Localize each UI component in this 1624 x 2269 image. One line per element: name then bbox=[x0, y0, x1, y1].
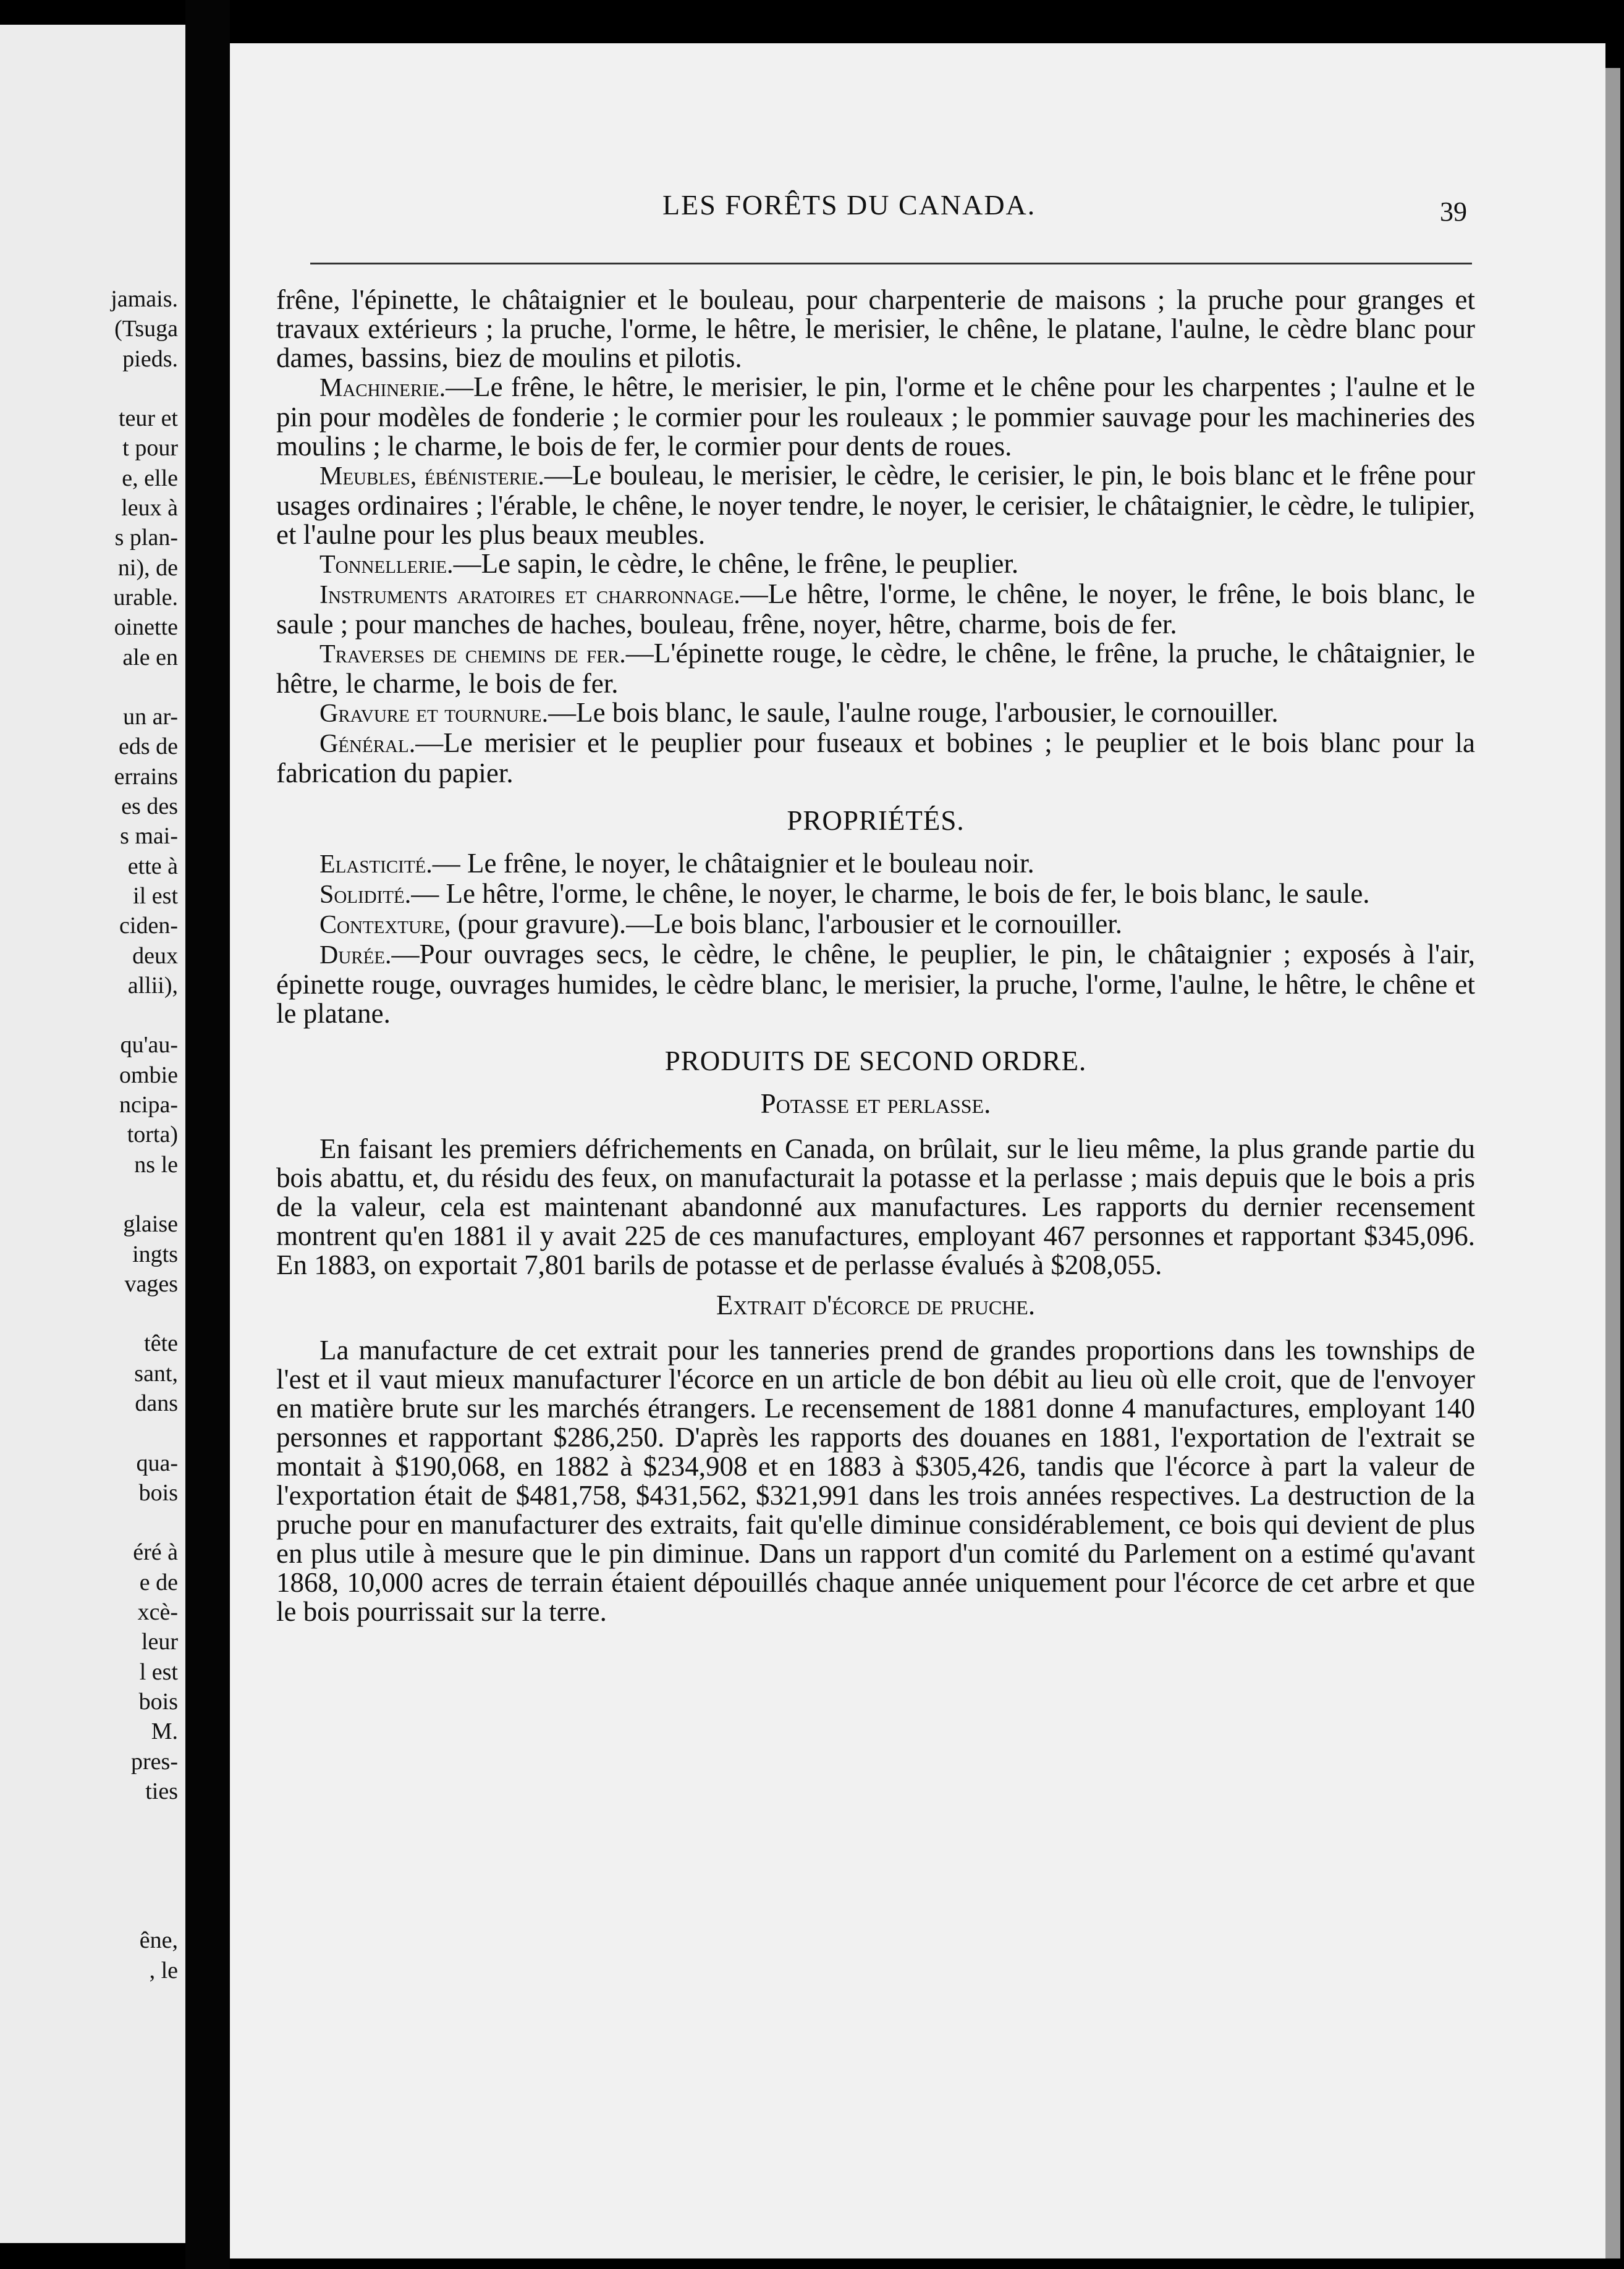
left-fragment-line bbox=[0, 1866, 178, 1896]
entry-gravure bbox=[276, 698, 1475, 729]
entry-contexture bbox=[276, 910, 1475, 940]
left-fragment-line: pieds. bbox=[122, 345, 178, 372]
left-facing-page bbox=[0, 25, 185, 2243]
left-fragment-line: un ar- bbox=[123, 704, 178, 730]
left-fragment-line: s plan- bbox=[114, 525, 178, 551]
left-fragment-line: torta) bbox=[127, 1122, 178, 1148]
entry-text: —Le frêne, le hêtre, le merisier, le pin, l'orme et le chêne pour les charpentes ; l'aulne et le pin pour modèles de fonderie ; le cormier pour les rouleaux ; le pommier sauvage pour les machineries des moulins ; le charme, le bois de fer, le cormier pour dents de roues. bbox=[276, 371, 1475, 462]
entry-text: —Pour ouvrages secs, le cèdre, le chêne, le peuplier, le pin, le châtaignier ; exposés à l'air, épinette rouge, ouvrages humides, le cèdre blanc, le merisier, la pruche, l'orme, l'aulne, le hêtre, le chêne et le platane. bbox=[276, 939, 1475, 1029]
entry-label: Machinerie. bbox=[319, 374, 446, 402]
left-fragment-line bbox=[0, 1418, 178, 1448]
left-fragment-line bbox=[0, 1836, 178, 1865]
left-fragment-line bbox=[0, 1180, 178, 1209]
running-title: LES FORÊTS DU CANADA. bbox=[662, 189, 1036, 221]
entry-label: Gravure et tournure. bbox=[319, 699, 549, 728]
entry-text: — Le frêne, le noyer, le châtaignier et le bouleau noir. bbox=[432, 848, 1034, 879]
left-fragment-line: leur bbox=[141, 1629, 178, 1655]
header-rule bbox=[310, 263, 1472, 264]
continuation-paragraph: frêne, l'épinette, le châtaignier et le bouleau, pour charpenterie de maisons ; la pruche pour granges et travaux extérieurs ; la pruche, l'orme, le hêtre, le merisier, le chêne, le platane, l'aulne, le cèdre blanc pour dames, bassins, biez de moulins et pilotis. bbox=[276, 284, 1475, 373]
left-fragment-line: errains bbox=[114, 763, 178, 790]
entry-instruments bbox=[276, 580, 1475, 639]
left-fragment-line: (Tsuga bbox=[114, 316, 178, 342]
left-fragment-line: éré à bbox=[133, 1539, 178, 1566]
entry-general bbox=[276, 729, 1475, 788]
page-number: 39 bbox=[1440, 196, 1467, 227]
entry-solidite bbox=[276, 879, 1475, 910]
left-fragment-line: ette à bbox=[127, 853, 178, 879]
entry-text: —Le hêtre, l'orme, le chêne, le noyer, le frêne, le bois blanc, le saule ; pour manches de haches, bouleau, frêne, noyer, hêtre, charme, bois de fer. bbox=[276, 578, 1475, 640]
left-fragment-line bbox=[0, 1896, 178, 1925]
entry-label: Instruments aratoires et charronnage. bbox=[319, 581, 740, 609]
left-fragment-line: vages bbox=[124, 1270, 178, 1297]
entry-label: Meubles, ébénisterie. bbox=[319, 462, 544, 491]
entry-text: —L'épinette rouge, le cèdre, le chêne, le frêne, la pruche, le châtaignier, le hêtre, le charme, le bois de fer. bbox=[276, 638, 1475, 699]
left-fragment-line: êne, bbox=[139, 1927, 178, 1954]
left-fragment-line: ncipa- bbox=[119, 1092, 178, 1118]
section-heading-proprietes: PROPRIÉTÉS. bbox=[787, 805, 965, 836]
left-fragment-line: jamais. bbox=[111, 286, 178, 312]
entry-label: Durée. bbox=[319, 941, 392, 970]
page-header bbox=[230, 188, 1605, 232]
left-fragment-line: eds de bbox=[118, 733, 178, 760]
left-fragment-line: il est bbox=[133, 882, 178, 909]
left-fragment-line: urable. bbox=[113, 584, 178, 611]
left-fragment-line bbox=[0, 374, 178, 404]
left-fragment-line: l est bbox=[139, 1658, 178, 1685]
left-fragment-line: xcè- bbox=[137, 1599, 178, 1626]
entry-label: Tonnellerie. bbox=[319, 551, 454, 579]
left-fragment-line: deux bbox=[132, 942, 178, 969]
left-fragment-line: pres- bbox=[131, 1748, 178, 1775]
left-fragment-line: glaise bbox=[123, 1211, 178, 1238]
left-fragment-line: ns le bbox=[134, 1151, 178, 1178]
entry-tonnellerie bbox=[276, 549, 1475, 580]
subheading-extrait: Extrait d'écorce de pruche. bbox=[716, 1290, 1036, 1320]
left-fragment-line: dans bbox=[135, 1390, 178, 1416]
left-fragment-line: s mai- bbox=[120, 823, 178, 850]
left-fragment-line: teur et bbox=[118, 405, 178, 432]
left-fragment-line: t pour bbox=[122, 435, 178, 462]
left-fragment-line: bois bbox=[138, 1688, 178, 1715]
entry-text: —Le sapin, le cèdre, le chêne, le frêne, le peuplier. bbox=[453, 548, 1019, 579]
left-fragment-line: ties bbox=[145, 1778, 178, 1804]
left-fragment-line: , le bbox=[149, 1957, 178, 1984]
entry-meubles bbox=[276, 461, 1475, 549]
left-fragment-line bbox=[0, 672, 178, 702]
left-fragment-line: ciden- bbox=[119, 913, 178, 939]
entry-label: Contexture, bbox=[319, 911, 451, 939]
entry-elasticite bbox=[276, 849, 1475, 879]
book-gutter bbox=[185, 0, 230, 2269]
entry-machinerie bbox=[276, 373, 1475, 461]
entry-text: —Le bouleau, le merisier, le cèdre, le cerisier, le pin, le bois blanc et le frêne pour usages ordinaires ; l'érable, le chêne, le noyer tendre, le noyer, le cerisier, le châtaignier, le cèdre, le tulipier, et l'aulne pour les plus beaux meubles. bbox=[276, 460, 1475, 550]
left-fragment-line: e de bbox=[139, 1569, 178, 1595]
section-heading-produits: PRODUITS DE SECOND ORDRE. bbox=[664, 1046, 1087, 1076]
left-page-text-fragments bbox=[0, 284, 178, 1985]
entry-label: Solidité. bbox=[319, 881, 412, 909]
entry-text: —Le bois blanc, le saule, l'aulne rouge, l'arbousier, le cornouiller. bbox=[548, 697, 1279, 728]
page-edge-shadow bbox=[1605, 68, 1620, 2258]
entry-text: — Le hêtre, l'orme, le chêne, le noyer, le charme, le bois de fer, le bois blanc, le saule. bbox=[411, 878, 1370, 909]
entry-text: —Le merisier et le peuplier pour fuseaux et bobines ; le peuplier et le bois blanc pour la fabrication du papier. bbox=[276, 727, 1475, 788]
left-fragment-line: qua- bbox=[136, 1450, 178, 1476]
paragraph-extrait: La manufacture de cet extrait pour les tanneries prend de grandes proportions dans les townships de l'est et il vaut mieux manufacturer l'écorce en un article de bon débit au lieu où elle croit, que de l'envoyer en matière brute sur les marchés étrangers. Le recensement de 1881 donne 4 manufactures, employant 140 personnes et rapportant $286,250. D'après les rapports des douanes en 1881, l'exportation de l'extrait se montait à $190,068, en 1882 à $234,908 et en 1883 à $305,426, tandis que l'écorce à part la valeur de l'exportation était de $481,758, $431,562, $321,991 dans les trois années respectives. La destruction de la pruche pour en manufacturer des extraits, fait qu'elle diminue considérablement, ce bois qui devient de plus en plus utile à mesure que le pin diminue. Dans un rapport d'un comité du Parlement on a estimé qu'avant 1868, 10,000 acres de terrain étaient dépouillés chaque année uniquement pour l'écorce de cet arbre et que le bois pourrissait sur la terre. bbox=[276, 1335, 1475, 1627]
entry-text: (pour gravure).—Le bois blanc, l'arbousier et le cornouiller. bbox=[450, 908, 1122, 939]
entry-traverses bbox=[276, 639, 1475, 698]
left-fragment-line: es des bbox=[121, 793, 178, 820]
entry-label: Général. bbox=[319, 730, 416, 758]
book-page bbox=[230, 43, 1605, 2258]
left-fragment-line: e, elle bbox=[122, 465, 178, 491]
page-body bbox=[276, 285, 1475, 1626]
entry-label: Traverses de chemins de fer. bbox=[319, 640, 626, 669]
subheading-potasse: Potasse et perlasse. bbox=[760, 1088, 991, 1119]
left-fragment-line bbox=[0, 1806, 178, 1836]
left-fragment-line bbox=[0, 1508, 178, 1537]
entry-label: Elasticité. bbox=[319, 850, 433, 879]
left-fragment-line: bois bbox=[138, 1479, 178, 1506]
left-fragment-line: sant, bbox=[134, 1360, 178, 1387]
left-fragment-line: oinette bbox=[114, 614, 178, 641]
left-fragment-line bbox=[0, 1000, 178, 1030]
left-fragment-line: allii), bbox=[127, 972, 178, 999]
left-fragment-line: M. bbox=[151, 1718, 178, 1745]
left-fragment-line: ni), de bbox=[117, 554, 178, 581]
entry-duree bbox=[276, 940, 1475, 1028]
left-fragment-line: ale en bbox=[122, 644, 178, 670]
left-fragment-line bbox=[0, 1299, 178, 1329]
left-fragment-line: leux à bbox=[121, 495, 178, 522]
left-fragment-line: tête bbox=[144, 1330, 178, 1357]
left-fragment-line: ombie bbox=[119, 1062, 178, 1088]
paragraph-potasse: En faisant les premiers défrichements en Canada, on brûlait, sur le lieu même, la plus grande partie du bois abattu, et, du résidu des feux, on manufacturait la potasse et la perlasse ; mais depuis que le bois a pris de la valeur, cela est maintenant abandonné aux manufactures. Les rapports du dernier recensement montrent qu'en 1881 il y avait 225 de ces manufactures, employant 467 personnes et rapportant $345,096. En 1883, on exportait 7,801 barils de potasse et de perlasse évalués à $208,055. bbox=[276, 1133, 1475, 1280]
left-fragment-line: ingts bbox=[132, 1241, 178, 1267]
left-fragment-line: qu'au- bbox=[120, 1032, 178, 1058]
